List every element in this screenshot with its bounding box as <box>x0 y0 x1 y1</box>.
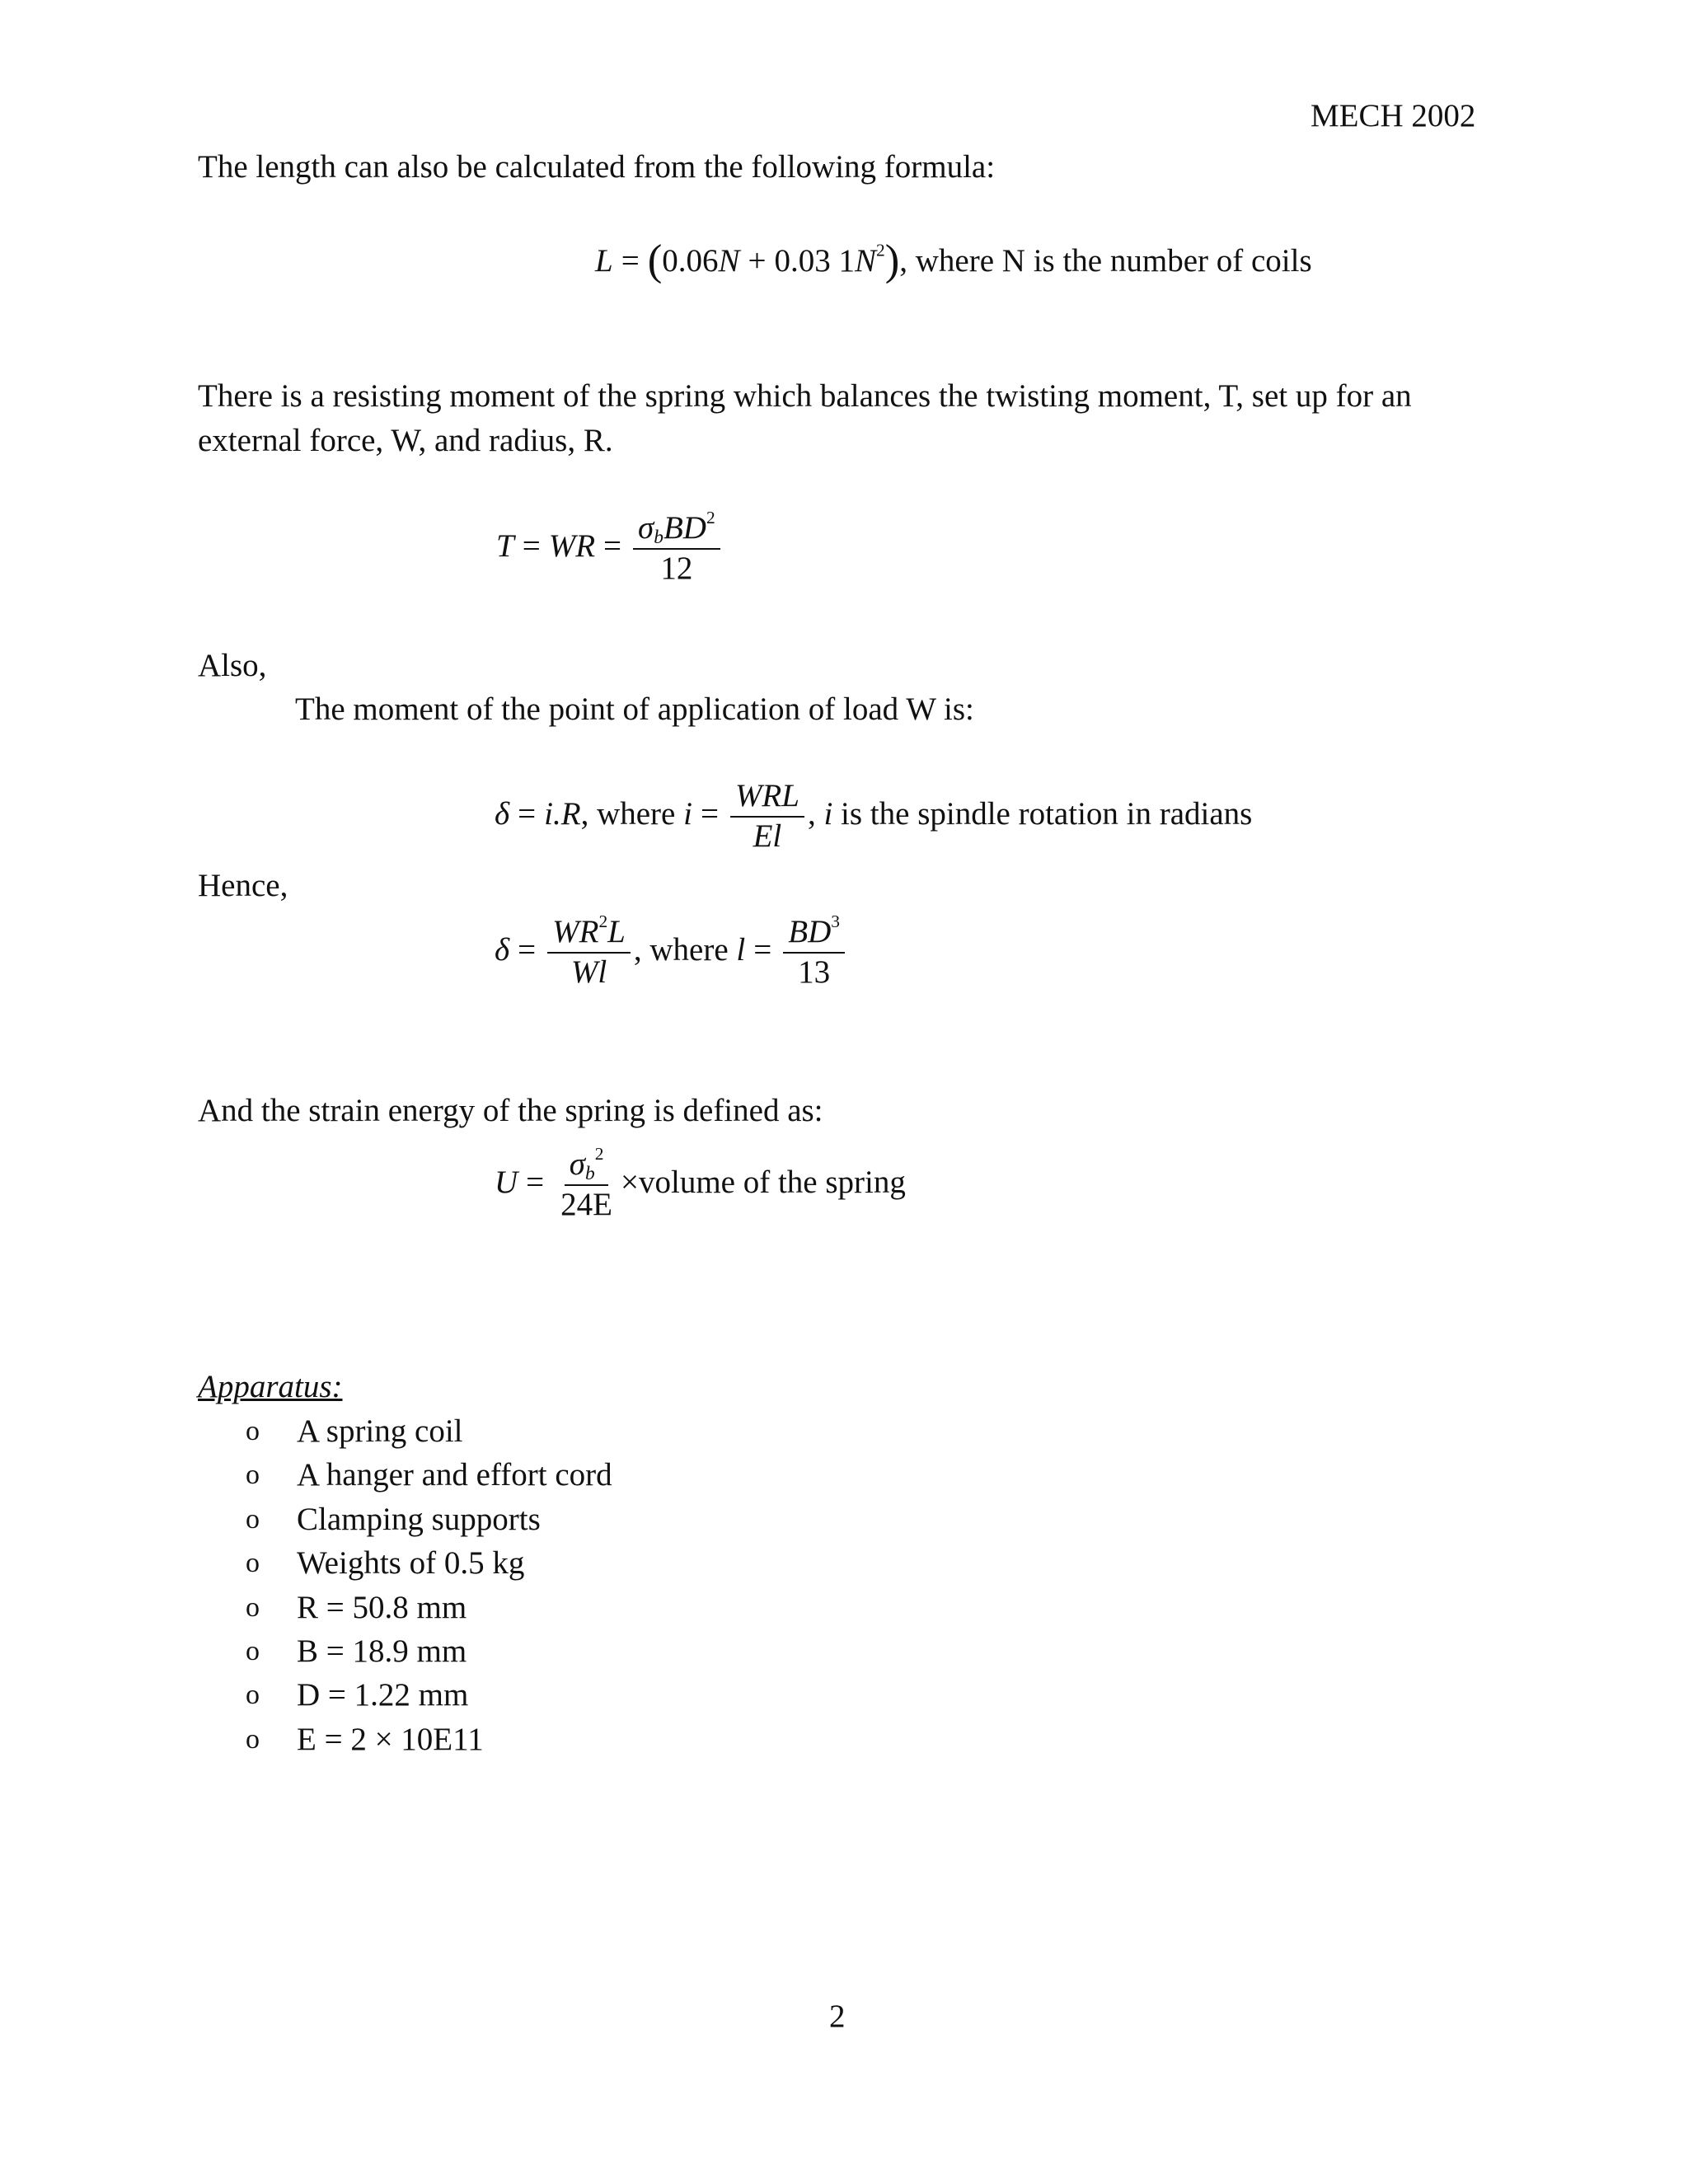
hence-text: Hence, <box>198 868 288 903</box>
list-item-text: D = 1.22 mm <box>297 1677 469 1713</box>
formula-var1: N <box>718 242 740 279</box>
l-denominator: 13 <box>798 954 831 990</box>
moment-equation: T = WR = $\frac{\sigma_bBD^2}{12}$ <box>496 511 724 587</box>
formula-tail: , where N is the number of coils <box>899 242 1312 279</box>
length-intro-text: The length can also be calculated from the following formula: <box>198 149 996 185</box>
bullet-circle-icon: o <box>246 1723 260 1755</box>
page-number: 2 <box>829 1999 846 2034</box>
delta-lhs: δ <box>495 795 510 832</box>
strain-equation: U = $\frac{\sigma_b^2}{24E}$ ×volume of the spring <box>495 1143 906 1222</box>
bullet-circle-icon: o <box>246 1460 260 1491</box>
list-item <box>246 1409 612 1453</box>
formula-exp: 2 <box>876 240 885 260</box>
l-exp: 3 <box>831 911 840 931</box>
bullet-circle-icon: o <box>246 1548 260 1579</box>
strain-intro-text: And the strain energy of the spring is defined as: <box>198 1093 823 1128</box>
list-item <box>246 1453 612 1497</box>
delta-where-text: , where <box>580 795 676 832</box>
sigma-symbol: σ <box>638 510 654 546</box>
l-numerator: BD <box>788 914 832 949</box>
list-item-text: R = 50.8 mm <box>297 1589 467 1625</box>
delta-rhs: i.R <box>544 795 581 832</box>
resisting-text-line2: external force, W, and radius, R. <box>198 423 613 458</box>
list-item <box>246 1497 612 1541</box>
bullet-circle-icon: o <box>246 1635 260 1666</box>
delta2-fraction <box>547 911 631 991</box>
delta-equation-2: δ = $\frac{WR^2L}{Wl}$ , where l = $\frac{BD^3}{13}$ <box>495 915 848 991</box>
delta2-lhs: δ <box>495 931 510 968</box>
apparatus-heading: Apparatus: <box>198 1369 343 1404</box>
strain-lhs: U <box>495 1164 518 1200</box>
list-item-text: Clamping supports <box>297 1501 541 1537</box>
formula-coef2: 0.03 1 <box>774 242 855 279</box>
strain-exp: 2 <box>594 1143 604 1164</box>
l-symbol: l <box>736 931 746 968</box>
list-item <box>246 1629 612 1673</box>
bullet-circle-icon: o <box>246 1503 260 1535</box>
length-formula: L = (0.06N + 0.03 $1N^2$), where N is the number of coils <box>595 237 1312 284</box>
resisting-text-line1: There is a resisting moment of the spring which balances the twisting moment, T, set up for an <box>198 378 1412 414</box>
bullet-circle-icon: o <box>246 1591 260 1623</box>
delta2-exp: 2 <box>598 911 608 931</box>
formula-coef1: 0.06 <box>662 242 719 279</box>
formula-lhs: L <box>595 242 613 279</box>
list-item <box>246 1673 612 1717</box>
i-symbol: i <box>683 795 692 832</box>
list-item <box>246 1541 612 1585</box>
i-fraction <box>730 779 804 855</box>
moment-intro-text: The moment of the point of application of load W is: <box>295 691 974 727</box>
course-header: MECH 2002 <box>1311 98 1476 134</box>
l-fraction <box>783 911 845 991</box>
where-l-text: , where <box>633 931 729 968</box>
strain-fraction <box>556 1143 617 1223</box>
list-item <box>246 1718 612 1761</box>
strain-sigma-sub: b <box>584 1162 595 1184</box>
i-numerator: WRL <box>730 779 804 818</box>
strain-denominator: 24E <box>560 1186 612 1222</box>
list-item-text: B = 18.9 mm <box>297 1633 467 1669</box>
also-text: Also, <box>198 648 267 683</box>
strain-sigma: σ <box>569 1146 585 1182</box>
apparatus-list <box>246 1409 612 1761</box>
bullet-circle-icon: o <box>246 1416 260 1446</box>
delta-equation-1: δ = i.R, where i = $\frac{\text{WRL}}{El}$ , i is the spindle rotation in radians <box>495 778 1253 854</box>
moment-exp: 2 <box>706 507 715 527</box>
formula-var2: N <box>855 242 877 279</box>
i-denominator: El <box>753 818 782 854</box>
list-item <box>246 1586 612 1629</box>
list-item-text: A spring coil <box>297 1413 463 1449</box>
delta2-num-a: WR <box>552 914 599 949</box>
delta-tail-text: is the spindle rotation in radians <box>832 795 1253 832</box>
moment-lhs: T <box>496 527 514 564</box>
bullet-circle-icon: o <box>246 1680 260 1711</box>
i-symbol-2: i <box>823 795 833 832</box>
moment-denominator: 12 <box>660 550 693 586</box>
moment-numerator: BD <box>663 510 706 546</box>
moment-mid: WR <box>548 527 596 564</box>
delta2-num-b: L <box>607 914 626 949</box>
moment-fraction <box>633 507 720 587</box>
sigma-subscript: b <box>654 526 663 548</box>
list-item-text: Weights of 0.5 kg <box>297 1545 525 1582</box>
strain-tail-text: ×volume of the spring <box>621 1164 906 1200</box>
delta2-denominator: Wl <box>570 954 607 990</box>
list-item-text: E = 2 × 10E11 <box>297 1721 484 1757</box>
list-item-text: A hanger and effort cord <box>297 1457 612 1493</box>
